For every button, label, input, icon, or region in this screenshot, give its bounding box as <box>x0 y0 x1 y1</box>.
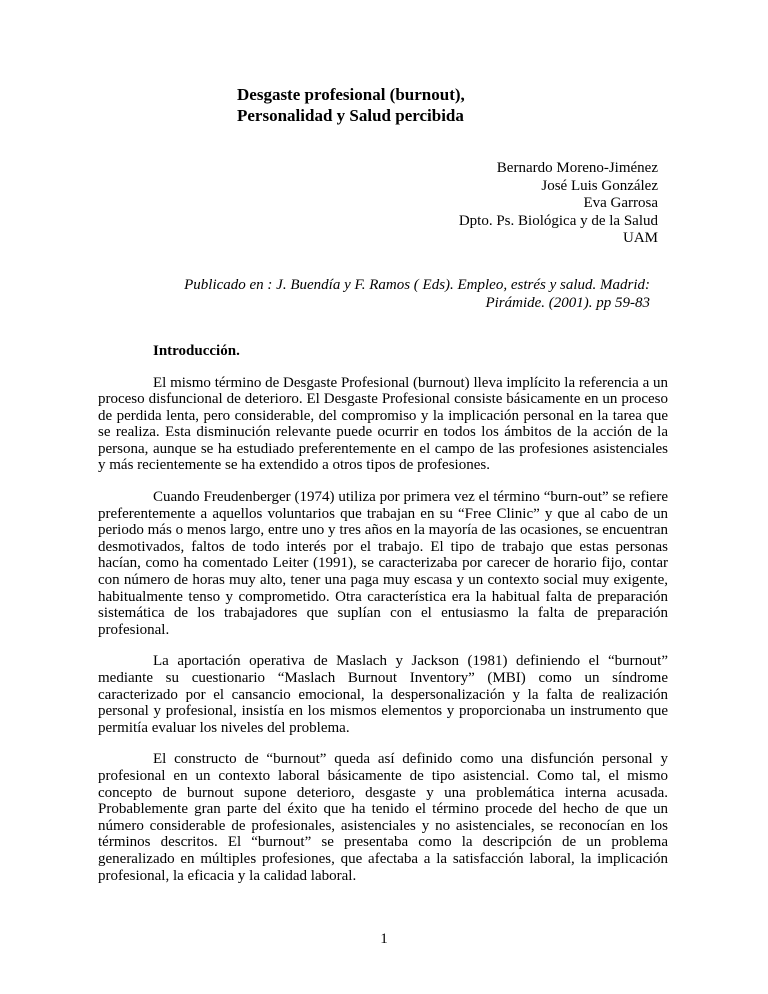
author-name: Bernardo Moreno-Jiménez <box>496 160 658 176</box>
author-affiliation-dept: Dpto. Ps. Biológica y de la Salud <box>458 212 658 229</box>
body-paragraph-3: La aportación operativa de Maslach y Jackson (1981) definiendo el “burnout” mediante su cuestionario “Maslach Burnout Inventory” (MBI) como un síndrome caracterizado por el cansancio emocional, la despersonalización y la falta de realización personal y profesional, insistía en los mismos elementos y proporcionaba un instrumento que permitía evaluar los niveles del problema. <box>98 653 668 736</box>
publication-note-line-2: Pirámide. (2001). pp 59-83 <box>485 295 650 311</box>
publication-note-line-1: Publicado en : J. Buendía y F. Ramos ( Eds). Empleo, estrés y salud. Madrid: <box>184 276 650 293</box>
paper-title-line-2: Personalidad y Salud percibida <box>237 106 464 125</box>
publication-note <box>98 276 668 313</box>
page-number: 1 <box>380 931 388 947</box>
paper-title-line-1: Desgaste profesional (burnout), <box>237 85 465 104</box>
section-heading-introduccion: Introducción. <box>153 342 240 359</box>
paper-title <box>237 84 668 126</box>
author-name: Eva Garrosa <box>583 195 658 211</box>
body-paragraph-1: El mismo término de Desgaste Profesional (burnout) lleva implícito la referencia a un proceso disfuncional de deterioro. El Desgaste Profesional consiste básicamente en un proceso de perdida lenta, pero considerable, del compromiso y la implicación personal en la tarea que se realiza. Esta disminución relevante puede ocurrir en todos los ámbitos de la acción de la persona, aunque se ha estudiado preferentemente en el campo de las profesiones asistenciales y más recientemente se ha extendido a otros tipos de profesiones. <box>98 374 668 474</box>
author-affiliation-university: UAM <box>622 230 658 246</box>
author-name: José Luis González <box>541 177 658 194</box>
body-paragraph-2: Cuando Freudenberger (1974) utiliza por primera vez el término “burn-out” se refiere preferentemente a aquellos voluntarios que trabajan en su “Free Clinic” y que al cabo de un periodo más o menos largo, entre uno y tres años en la mayoría de las ocasiones, se encuentran desmotivados, faltos de todo interés por el trabajo. El tipo de trabajo que estas personas hacían, como ha comentado Leiter (1991), se caracterizaba por carecer de horario fijo, contar con número de horas muy alto, tener una paga muy escasa y un contexto social muy exigente, habitualmente tenso y comprometido. Otra característica era la habitual falta de preparación sistemática de los trabajadores que suplían con el entusiasmo la falta de preparación profesional. <box>98 489 668 638</box>
author-block <box>98 160 668 248</box>
body-paragraph-4: El constructo de “burnout” queda así definido como una disfunción personal y profesional en un contexto laboral básicamente de tipo asistencial. Como tal, el mismo concepto de burnout supone deterioro, desgaste y una problemática interna acusada. Probablemente gran parte del éxito que ha tenido el término procede del hecho de que un número considerable de profesionales, asistenciales y no asistenciales, se reconocían en los términos descritos. El “burnout” se presentaba como la descripción de un problema generalizado en múltiples profesiones, que afectaba a la satisfacción laboral, la implicación profesional, la eficacia y la calidad laboral. <box>98 751 668 884</box>
